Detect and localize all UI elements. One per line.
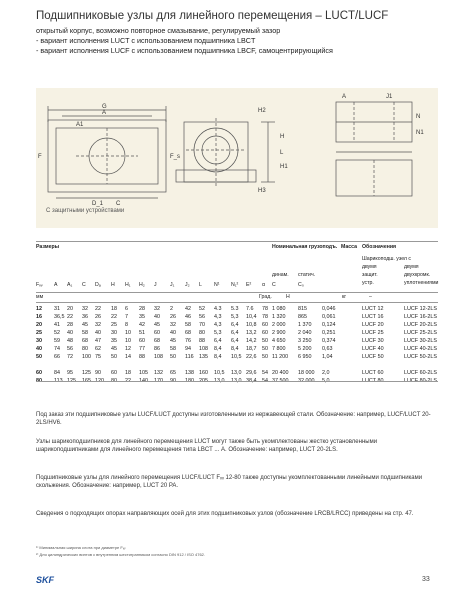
table-cell: 80 [111, 378, 117, 384]
table-cell: 18 [125, 370, 131, 376]
table-cell: 7 800 [272, 346, 286, 352]
table-cell: LUCF 40 [362, 346, 384, 352]
table-cell: 51 [139, 330, 145, 336]
table-cell: 40 [67, 330, 73, 336]
label-G: G [102, 104, 107, 110]
label-F: F [38, 154, 42, 160]
table-cell: 13,2 [246, 330, 257, 336]
table-cell: 18 000 [298, 370, 315, 376]
table-cell: 22 [111, 314, 117, 320]
figure-caption: С защитными устройствами [46, 208, 125, 214]
col-alpha: α [262, 282, 265, 288]
table-cell: 50 [111, 354, 117, 360]
table-cell: 8,4 [231, 346, 239, 352]
table-cell: 50 [170, 354, 176, 360]
table-cell: LUCT 16 [362, 314, 384, 320]
table-cell: 8,4 [214, 354, 222, 360]
label-A: A [102, 110, 107, 116]
table-cell: 132 [154, 370, 163, 376]
footnote-1: ¹⁾ Минимальная ширина слота при диаметре Fᵥᵥ [36, 545, 126, 550]
table-row [0, 322, 450, 329]
table-cell: 25 [36, 330, 42, 336]
table-cell: 38,4 [246, 378, 257, 384]
table-cell: 56 [199, 314, 205, 320]
table-cell: 5 200 [298, 346, 312, 352]
table-cell: 40 [170, 330, 176, 336]
table-cell: 32 000 [298, 378, 315, 384]
table-cell: 41 [54, 322, 60, 328]
table-cell: 4 650 [272, 338, 286, 344]
col-N: N¹ [214, 282, 220, 288]
table-bottom-rule [36, 381, 438, 382]
table-cell: 78 [262, 314, 268, 320]
table-cell: 35 [139, 314, 145, 320]
table-cell: 50 [262, 338, 268, 344]
table-cell: LUCF 25 [362, 330, 384, 336]
table-cell: 105 [139, 370, 148, 376]
table-cell: LUCF 20-2LS [404, 322, 437, 328]
table-cell: 72 [67, 354, 73, 360]
header-bearing-housing-2: двумя [362, 264, 377, 270]
table-cell: 0,251 [322, 330, 336, 336]
table-cell: 5.3 [231, 306, 239, 312]
table-cell: 6,4 [231, 322, 239, 328]
table-cell: 2,0 [322, 370, 330, 376]
table-cell: 84 [54, 370, 60, 376]
table-cell: 10 [125, 338, 131, 344]
table-cell: 36 [82, 314, 88, 320]
table-cell: 10,5 [231, 354, 242, 360]
label-H1: H1 [280, 164, 288, 170]
label-detail-A: A [342, 94, 347, 100]
table-cell: 116 [185, 354, 194, 360]
table-cell: 180 [185, 378, 194, 384]
paragraph-shaft-supports: Сведения о подходящих опорах направляющих осей для этих подшипниковых узлов (обозначение LRCB/LRCC) приведены на стр. 47. [36, 511, 414, 517]
col-H1: H₁ [125, 282, 131, 288]
table-cell: 0,374 [322, 338, 336, 344]
units-row [0, 294, 450, 302]
units-rule [36, 302, 438, 303]
table-cell: 1 370 [298, 322, 312, 328]
col-J2: J₂ [185, 282, 190, 288]
table-cell: 60 [36, 370, 42, 376]
table-cell: 95 [67, 370, 73, 376]
table-cell: 6,4 [231, 330, 239, 336]
header-load-stat: статич. [298, 272, 316, 278]
col-C-dyn: C [272, 282, 276, 288]
table-cell: 100 [82, 354, 91, 360]
header-bearing-housing-4: устр. [362, 280, 374, 286]
table-cell: 160 [199, 370, 208, 376]
col-L: L [199, 282, 202, 288]
unit-angle: Град. [259, 294, 272, 300]
table-cell: 13,0 [214, 378, 225, 384]
table-cell: 68 [154, 338, 160, 344]
table-cell: 6,4 [214, 338, 222, 344]
table-cell: 5,3 [214, 330, 222, 336]
table-cell: 32 [95, 322, 101, 328]
table-cell: 0,046 [322, 306, 336, 312]
table-cell: 60 [154, 330, 160, 336]
col-Da: Dₐ [95, 282, 101, 288]
table-cell: 42 [139, 322, 145, 328]
table-row [0, 346, 450, 353]
table-cell: 5,0 [322, 378, 330, 384]
table-cell: 32 [82, 306, 88, 312]
table-cell: 52 [199, 306, 205, 312]
table-cell: 32 [170, 322, 176, 328]
table-cell: 125 [67, 378, 76, 384]
table-cell: LUCT 12 [362, 306, 384, 312]
table-cell: 26 [95, 314, 101, 320]
table-cell: 140 [139, 378, 148, 384]
label-Fs: F_s [170, 154, 181, 160]
table-row [0, 338, 450, 345]
table-cell: 28 [67, 322, 73, 328]
table-cell: 0,63 [322, 346, 333, 352]
technical-drawing [36, 88, 438, 228]
header-seals-2: двухкромк. [404, 272, 431, 278]
table-cell: 60 [111, 370, 117, 376]
table-cell: 1 080 [272, 306, 286, 312]
col-A: A [54, 282, 58, 288]
table-cell: 70 [199, 322, 205, 328]
page-number: 33 [422, 576, 430, 583]
header-dimensions: Размеры [36, 244, 60, 250]
subtitle-line-1: открытый корпус, возможно повторное смазывание, регулируемый зазор [36, 26, 281, 35]
table-cell: 4.3 [214, 306, 222, 312]
table-cell: LUCF 30-2LS [404, 338, 437, 344]
table-cell: LUCF 30 [362, 338, 384, 344]
table-cell: 75 [95, 354, 101, 360]
table-cell: LUCF 60-2LS [404, 370, 437, 376]
table-cell: 1,04 [322, 354, 333, 360]
table-cell: 45 [82, 322, 88, 328]
table-cell: 165 [82, 378, 91, 384]
table-cell: 88 [139, 354, 145, 360]
table-cell: 60 [262, 322, 268, 328]
table-cell: 60 [139, 338, 145, 344]
table-cell: 46 [185, 314, 191, 320]
header-rule [36, 292, 438, 293]
table-cell: 6 [125, 306, 128, 312]
table-row [0, 330, 450, 337]
table-cell: 86 [154, 346, 160, 352]
table-cell: 16 [36, 314, 42, 320]
col-C0: C₀ [298, 282, 304, 288]
table-cell: 47 [95, 338, 101, 344]
table-cell: LUCF 80-2LS [404, 378, 437, 384]
table-cell: 125 [82, 370, 91, 376]
table-cell: 25 [111, 322, 117, 328]
table-cell: 10,8 [246, 322, 257, 328]
table-cell: 76 [185, 338, 191, 344]
col-Fw: Fᵥᵥ [36, 282, 43, 288]
header-seals-3: уплотнениями [404, 280, 439, 286]
label-H3: H3 [258, 188, 266, 194]
table-cell: 108 [154, 354, 163, 360]
table-cell: 4,3 [214, 314, 222, 320]
table-cell: 30 [36, 338, 42, 344]
table-cell: 22 [95, 306, 101, 312]
table-cell: 50 [262, 346, 268, 352]
subtitle-line-2: - вариант исполнения LUCT с использованием подшипника LBCT [36, 36, 256, 45]
table-cell: 22 [125, 378, 131, 384]
table-cell: 29,6 [246, 370, 257, 376]
table-cell: 10 [125, 330, 131, 336]
table-row [0, 306, 450, 313]
table-cell: 50 [262, 354, 268, 360]
table-row [0, 314, 450, 321]
page-title: Подшипниковые узлы для линейного перемещения – LUCT/LUCF [36, 10, 389, 22]
table-cell: 6,4 [231, 338, 239, 344]
table-row [0, 370, 450, 377]
table-cell: 77 [139, 346, 145, 352]
table-cell: 12 [36, 306, 42, 312]
table-cell: 22 [67, 314, 73, 320]
table-cell: 20 [36, 322, 42, 328]
table-cell: 54 [262, 378, 268, 384]
label-L: L [280, 150, 284, 156]
col-H: H [111, 282, 115, 288]
table-cell: 11 200 [272, 354, 289, 360]
header-load-dyn: динам. [272, 272, 289, 278]
table-cell: 138 [185, 370, 194, 376]
table-cell: 13,0 [231, 378, 242, 384]
label-detail-N1: N1 [416, 130, 424, 136]
table-cell: 65 [170, 370, 176, 376]
table-cell: 14 [125, 354, 131, 360]
table-cell: 10,5 [214, 370, 225, 376]
table-cell: 66 [54, 354, 60, 360]
table-cell: 14,2 [246, 338, 257, 344]
table-cell: 68 [185, 330, 191, 336]
table-cell: 54 [262, 370, 268, 376]
label-A1: A1 [76, 122, 84, 128]
table-cell: 58 [170, 346, 176, 352]
table-cell: 45 [111, 346, 117, 352]
table-cell: LUCF 16-2LS [404, 314, 437, 320]
table-cell: 2 040 [298, 330, 312, 336]
col-J: J [154, 282, 157, 288]
unit-mm: мм [36, 294, 44, 300]
header-designation: Обозначения [362, 244, 397, 250]
table-cell: 32 [154, 306, 160, 312]
table-cell: 865 [298, 314, 307, 320]
label-H: H [280, 134, 285, 140]
unit-force: Н [286, 294, 290, 300]
label-H2: H2 [258, 108, 266, 114]
table-cell: 40 [36, 346, 42, 352]
table-cell: 13,0 [231, 370, 242, 376]
table-cell: LUCF 12-2LS [404, 306, 437, 312]
table-cell: 50 [36, 354, 42, 360]
table-cell: LUCF 25-2LS [404, 330, 437, 336]
table-cell: 20 [67, 306, 73, 312]
footnote-2: ²⁾ Для цилиндрических винтов с внутренним шестигранником согласно DIN 912 / ISO 4762. [36, 552, 206, 557]
header-bearing-housing-3: защит. [362, 272, 378, 278]
table-cell: 42 [185, 306, 191, 312]
brand-logo: SKF [36, 575, 54, 585]
header-bearing-housing-1: Шарикоподш. узел с [362, 256, 411, 262]
unit-mass: кг [342, 294, 347, 300]
table-cell: 60 [262, 330, 268, 336]
table-cell: 8 [125, 322, 128, 328]
column-symbol-row [0, 282, 450, 290]
table-cell: 1 320 [272, 314, 286, 320]
table-cell: 40 [95, 330, 101, 336]
table-cell: 26 [170, 314, 176, 320]
table-cell: 35 [111, 338, 117, 344]
header-load: Номинальная грузоподъ. [272, 244, 338, 250]
table-cell: 40 [154, 314, 160, 320]
table-cell: 18,7 [246, 346, 257, 352]
table-cell: 8,4 [214, 346, 222, 352]
table-cell: 18 [111, 306, 117, 312]
table-cell: 90 [95, 370, 101, 376]
table-cell: 90 [170, 378, 176, 384]
table-cell: 0,124 [322, 322, 336, 328]
table-cell: 37 500 [272, 378, 289, 384]
table-cell: 7.6 [246, 306, 254, 312]
table-cell: 58 [185, 322, 191, 328]
subtitle-line-3: - вариант исполнения LUCF с использованием подшипника LBCF, самоцентрирующийся [36, 46, 333, 55]
table-cell: 170 [154, 378, 163, 384]
label-detail-N: N [416, 114, 421, 120]
table-cell: 6 950 [298, 354, 312, 360]
table-cell: 94 [185, 346, 191, 352]
table-cell: 36,5 [54, 314, 65, 320]
label-detail-J1: J1 [386, 94, 393, 100]
table-top-rule [36, 241, 438, 242]
table-cell: LUCT 80 [362, 378, 384, 384]
table-cell: 135 [199, 354, 208, 360]
label-C: C [116, 201, 121, 207]
table-cell: 28 [139, 306, 145, 312]
unit-dash: – [369, 294, 372, 300]
table-cell: LUCF 50-2LS [404, 354, 437, 360]
table-cell: 80 [36, 378, 42, 384]
table-cell: 59 [54, 338, 60, 344]
col-C: C [82, 282, 86, 288]
table-cell: 22,6 [246, 354, 257, 360]
table-cell: LUCF 40-2LS [404, 346, 437, 352]
header-mass: Масса [341, 244, 357, 250]
table-cell: 2 [170, 306, 173, 312]
table-cell: 20 400 [272, 370, 289, 376]
header-seals-1: двумя [404, 264, 419, 270]
table-cell: 80 [82, 346, 88, 352]
table-cell: 205 [199, 378, 208, 384]
table-cell: 74 [54, 346, 60, 352]
table-cell: 113 [54, 378, 63, 384]
col-N1: N₁² [231, 282, 239, 288]
table-cell: 48 [67, 338, 73, 344]
table-cell: 88 [199, 338, 205, 344]
table-cell: 80 [199, 330, 205, 336]
table-cell: 2 900 [272, 330, 286, 336]
col-E: E² [246, 282, 252, 288]
table-cell: 7 [125, 314, 128, 320]
table-cell: 815 [298, 306, 307, 312]
paragraph-lbct: Узлы шарикоподшипников для линейного перемещения LUCT могут также быть укомплектованы жестко установленными шарикоподшипниками для линейного перемещения типа LBCT ... А. Обозначение: например, LUCT 20-2LS. [36, 439, 378, 454]
table-cell: 30 [111, 330, 117, 336]
table-row [0, 354, 450, 361]
col-A1: A₁ [67, 282, 73, 288]
table-cell: 68 [82, 338, 88, 344]
table-cell: LUCT 60 [362, 370, 384, 376]
paragraph-stainless: Под заказ эти подшипниковые узлы LUCF/LUCT доступны изготовленными из нержавеющей стали. Обозначение: например, LUCF/LUCT 20-2LS/HV6. [36, 412, 431, 427]
table-cell: LUCF 20 [362, 322, 384, 328]
table-cell: 120 [95, 378, 104, 384]
table-cell: 2 000 [272, 322, 286, 328]
table-cell: 62 [95, 346, 101, 352]
table-cell: 4,3 [214, 322, 222, 328]
table-cell: 45 [154, 322, 160, 328]
table-cell: 56 [67, 346, 73, 352]
table-cell: 45 [170, 338, 176, 344]
table-cell: 108 [199, 346, 208, 352]
table-cell: 31 [54, 306, 60, 312]
paragraph-plain-bearings: Подшипниковые узлы для линейного перемещения LUCF/LUCT Fᵥᵥ 12-80 также доступны укомплектованными линейными подшипниками скольжения. Обозначение: например, LUCT 20 PA. [36, 475, 423, 490]
table-cell: 12 [125, 346, 131, 352]
table-cell: 78 [262, 306, 268, 312]
col-H2: H₂ [139, 282, 145, 288]
table-cell: 58 [82, 330, 88, 336]
table-cell: 10,4 [246, 314, 257, 320]
table-cell: 5,3 [231, 314, 239, 320]
col-J1: J₁ [170, 282, 175, 288]
label-D1: D_1 [92, 201, 104, 207]
table-cell: 3 250 [298, 338, 312, 344]
table-cell: LUCF 50 [362, 354, 384, 360]
table-cell: 0,061 [322, 314, 336, 320]
table-cell: 52 [54, 330, 60, 336]
